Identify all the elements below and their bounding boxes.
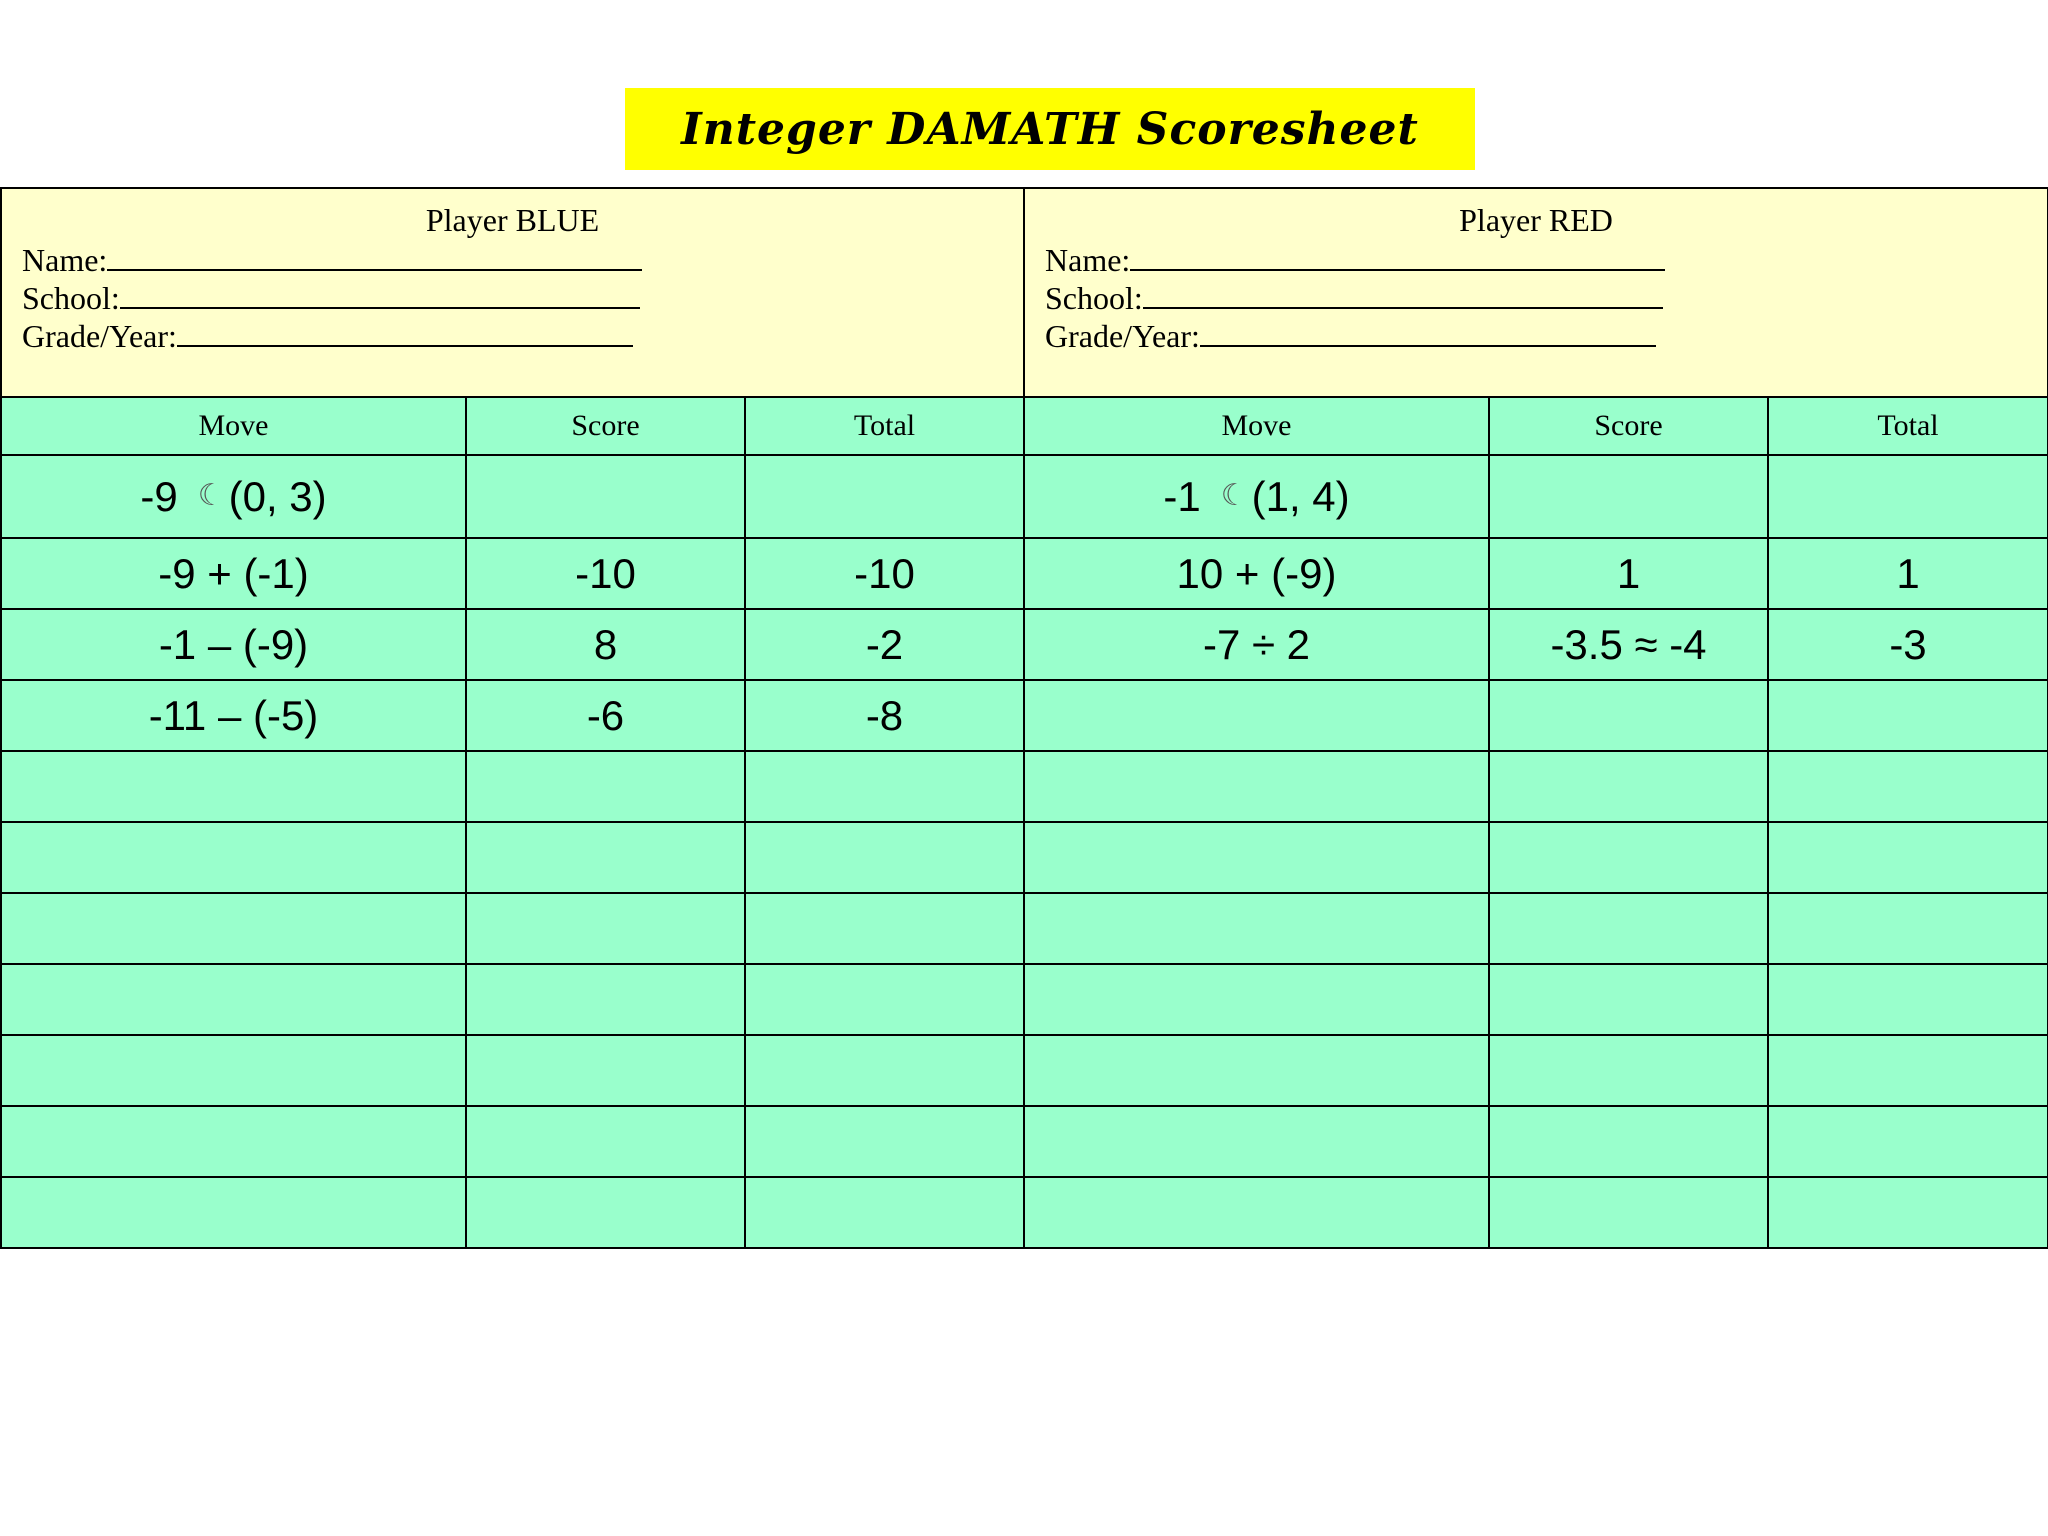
- blue-move-cell[interactable]: -11 – (-5): [1, 680, 466, 751]
- blue-move-cell[interactable]: -1 – (-9): [1, 609, 466, 680]
- table-row: [1, 964, 2048, 1035]
- blue-total-cell[interactable]: [745, 455, 1024, 538]
- red-move-cell[interactable]: [1024, 964, 1489, 1035]
- red-total-cell[interactable]: [1768, 1177, 2048, 1248]
- player-red-heading: Player RED: [1459, 202, 1613, 238]
- red-total-cell[interactable]: [1768, 751, 2048, 822]
- table-row: [1, 1035, 2048, 1106]
- red-total-cell[interactable]: -3: [1768, 609, 2048, 680]
- name-label: Name:: [1045, 242, 1131, 278]
- title-banner: [625, 88, 1475, 170]
- blue-score-cell[interactable]: [466, 822, 745, 893]
- red-total-cell[interactable]: 1: [1768, 538, 2048, 609]
- blue-move-cell[interactable]: [1, 1035, 466, 1106]
- table-row: [1, 455, 2048, 538]
- blue-move-cell[interactable]: [1, 455, 466, 538]
- column-header-red-total: Total: [1768, 397, 2048, 455]
- table-row: [1, 1177, 2048, 1248]
- player-red-name-field[interactable]: [1045, 241, 2027, 279]
- blue-total-cell[interactable]: [745, 751, 1024, 822]
- red-total-cell[interactable]: [1768, 964, 2048, 1035]
- column-header-red-move: Move: [1024, 397, 1489, 455]
- red-start-coordinate: (1, 4): [1251, 472, 1350, 520]
- blue-start-coordinate: (0, 3): [228, 472, 327, 520]
- page-title: Integer DAMATH Scoresheet: [681, 103, 1419, 155]
- red-score-cell[interactable]: [1489, 893, 1768, 964]
- blue-move-cell[interactable]: [1, 822, 466, 893]
- blue-total-cell[interactable]: [745, 1177, 1024, 1248]
- red-score-cell[interactable]: [1489, 1106, 1768, 1177]
- blue-score-cell[interactable]: -6: [466, 680, 745, 751]
- scoresheet-table: [0, 187, 2048, 1249]
- blue-total-cell[interactable]: [745, 822, 1024, 893]
- blue-score-cell[interactable]: [466, 1035, 745, 1106]
- table-row: [1, 680, 2048, 751]
- red-move-cell[interactable]: 10 + (-9): [1024, 538, 1489, 609]
- red-total-cell[interactable]: [1768, 455, 2048, 538]
- table-row: [1, 538, 2048, 609]
- column-header-blue-move: Move: [1, 397, 466, 455]
- blue-move-cell[interactable]: [1, 964, 466, 1035]
- red-score-cell[interactable]: -3.5 ≈ -4: [1489, 609, 1768, 680]
- red-score-cell[interactable]: [1489, 1035, 1768, 1106]
- blue-move-cell[interactable]: [1, 893, 466, 964]
- red-move-cell[interactable]: [1024, 680, 1489, 751]
- red-total-cell[interactable]: [1768, 1035, 2048, 1106]
- player-blue-panel: [1, 188, 1024, 397]
- blue-score-cell[interactable]: [466, 751, 745, 822]
- red-move-cell[interactable]: [1024, 1106, 1489, 1177]
- blue-total-cell[interactable]: -10: [745, 538, 1024, 609]
- player-red-school-field[interactable]: [1045, 279, 2027, 317]
- table-row: [1, 609, 2048, 680]
- player-blue-name-field[interactable]: [22, 241, 1003, 279]
- red-total-cell[interactable]: [1768, 893, 2048, 964]
- red-score-cell[interactable]: [1489, 1177, 1768, 1248]
- column-header-blue-score: Score: [466, 397, 745, 455]
- red-move-cell[interactable]: [1024, 893, 1489, 964]
- blue-total-cell[interactable]: [745, 893, 1024, 964]
- grade-year-label: Grade/Year:: [22, 318, 177, 354]
- blue-score-cell[interactable]: [466, 893, 745, 964]
- player-red-panel: [1024, 188, 2048, 397]
- blue-score-cell[interactable]: [466, 1177, 745, 1248]
- red-move-cell[interactable]: [1024, 751, 1489, 822]
- school-label: School:: [22, 280, 120, 316]
- school-blank-line[interactable]: [120, 285, 640, 309]
- school-label: School:: [1045, 280, 1143, 316]
- blue-move-cell[interactable]: -9 + (-1): [1, 538, 466, 609]
- red-score-cell[interactable]: 1: [1489, 538, 1768, 609]
- red-score-cell[interactable]: [1489, 822, 1768, 893]
- blue-total-cell[interactable]: -2: [745, 609, 1024, 680]
- red-move-cell[interactable]: -7 ÷ 2: [1024, 609, 1489, 680]
- red-score-cell[interactable]: [1489, 680, 1768, 751]
- column-header-blue-total: Total: [745, 397, 1024, 455]
- table-row: [1, 1106, 2048, 1177]
- blue-move-cell[interactable]: [1, 751, 466, 822]
- column-header-red-score: Score: [1489, 397, 1768, 455]
- blue-total-cell[interactable]: [745, 1106, 1024, 1177]
- crescent-moon-icon: ☾: [1220, 477, 1248, 513]
- red-move-cell[interactable]: [1024, 455, 1489, 538]
- grade-year-blank-line[interactable]: [177, 323, 633, 347]
- blue-move-cell[interactable]: [1, 1106, 466, 1177]
- red-score-cell[interactable]: [1489, 964, 1768, 1035]
- blue-move-cell[interactable]: [1, 1177, 466, 1248]
- grade-year-label: Grade/Year:: [1045, 318, 1200, 354]
- column-header-row: [1, 397, 2048, 455]
- blue-score-cell[interactable]: [466, 964, 745, 1035]
- table-row: [1, 751, 2048, 822]
- red-score-cell[interactable]: [1489, 455, 1768, 538]
- red-move-cell[interactable]: [1024, 1177, 1489, 1248]
- red-total-cell[interactable]: [1768, 822, 2048, 893]
- player-red-grade-field[interactable]: [1045, 317, 2027, 355]
- blue-score-cell[interactable]: 8: [466, 609, 745, 680]
- grade-year-blank-line[interactable]: [1200, 323, 1656, 347]
- blue-start-value: -9: [140, 472, 178, 520]
- blue-total-cell[interactable]: -8: [745, 680, 1024, 751]
- blue-score-cell[interactable]: [466, 1106, 745, 1177]
- player-blue-school-field[interactable]: [22, 279, 1003, 317]
- red-move-cell[interactable]: [1024, 1035, 1489, 1106]
- player-blue-heading: Player BLUE: [425, 202, 600, 238]
- red-start-value: -1: [1163, 472, 1201, 520]
- blue-total-cell[interactable]: [745, 1035, 1024, 1106]
- name-blank-line[interactable]: [1130, 247, 1665, 271]
- name-blank-line[interactable]: [107, 247, 642, 271]
- table-row: [1, 893, 2048, 964]
- red-move-cell[interactable]: [1024, 822, 1489, 893]
- player-info-row: [1, 188, 2048, 397]
- red-total-cell[interactable]: [1768, 680, 2048, 751]
- red-score-cell[interactable]: [1489, 751, 1768, 822]
- blue-score-cell[interactable]: [466, 455, 745, 538]
- school-blank-line[interactable]: [1143, 285, 1663, 309]
- table-row: [1, 822, 2048, 893]
- blue-score-cell[interactable]: -10: [466, 538, 745, 609]
- red-total-cell[interactable]: [1768, 1106, 2048, 1177]
- crescent-moon-icon: ☾: [197, 477, 225, 513]
- player-blue-grade-field[interactable]: [22, 317, 1003, 355]
- name-label: Name:: [22, 242, 108, 278]
- blue-total-cell[interactable]: [745, 964, 1024, 1035]
